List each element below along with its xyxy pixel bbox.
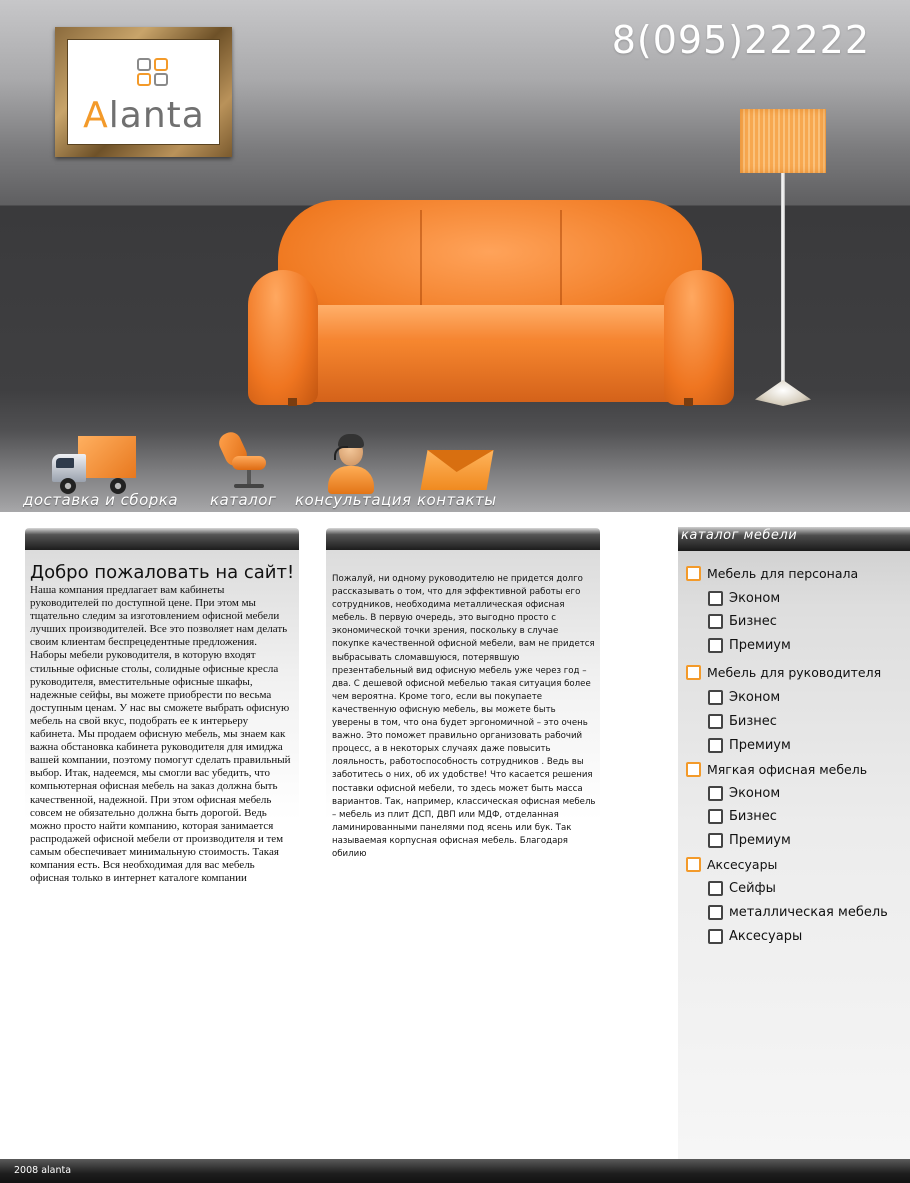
square-icon	[708, 833, 723, 848]
square-icon	[708, 929, 723, 944]
subcategory-label: Премиум	[729, 738, 791, 753]
subcategory-accessories[interactable]	[708, 929, 802, 944]
subcategory-economy[interactable]	[708, 690, 780, 705]
square-icon	[708, 738, 723, 753]
subcategory-label: Эконом	[729, 591, 781, 606]
square-icon	[708, 638, 723, 653]
logo-squares-icon	[137, 58, 171, 88]
logo-frame[interactable]	[55, 27, 232, 157]
office-chair-icon[interactable]	[214, 432, 268, 496]
welcome-column-header	[25, 528, 299, 550]
floor-lamp-pole	[781, 173, 785, 385]
subcategory-safes[interactable]	[708, 881, 776, 896]
subcategory-economy[interactable]	[708, 591, 780, 606]
logo-text: Alanta	[83, 95, 205, 136]
subcategory-business[interactable]	[708, 714, 777, 729]
square-icon	[708, 714, 723, 729]
footer	[0, 1159, 910, 1183]
nav-contacts-link[interactable]: контакты	[417, 491, 497, 509]
subcategory-business[interactable]	[708, 809, 777, 824]
category-executive-furniture[interactable]	[686, 665, 881, 680]
category-label: Аксесуары	[707, 857, 778, 872]
phone-number: 8(095)22222	[611, 18, 870, 62]
subcategory-metal-furniture[interactable]	[708, 905, 888, 920]
subcategory-label: Эконом	[729, 786, 781, 801]
category-accessories[interactable]	[686, 857, 777, 872]
category-soft-furniture[interactable]	[686, 762, 867, 777]
subcategory-premium[interactable]	[708, 833, 791, 848]
category-staff-furniture[interactable]	[686, 566, 858, 581]
nav-delivery-link[interactable]: доставка и сборка	[23, 491, 179, 509]
envelope-icon[interactable]	[424, 450, 492, 492]
nav-catalog-link[interactable]: каталог	[210, 491, 277, 509]
square-icon	[708, 809, 723, 824]
floor-lamp-shade	[740, 109, 826, 173]
welcome-title: Добро пожаловать на сайт!	[30, 562, 295, 583]
article-text: Пожалуй, ни одному руководителю не придется долго рассказывать о том, что для эффективной работы его сотрудников, необходима металлическая офисная мебель. В первую очередь, это выгодно просто с экономической точки зрения, поскольку в случае покупке качественной офисной мебели, вам не придется выбрасывать сломавшуюся, потерявшую презентабельный вид офисную мебель уже через год –два. С дешевой офисной мебелью такая ситуация более чем вероятна. Кроме того, если вы покупаете качественную офисную мебель, вы можете быть уверены в том, что она будет эргономичной – это очень важно. Это поможет правильно организовать рабочий процесс, а в некоторых случаях даже повысить лояльность, работоспособность сотрудников . Ведь вы заботитесь о них, об их удобстве! Что касается решения поставки офисной мебели, то здесь может быть масса вариантов. Так, например, классическая офисная мебель – мебель из плит ДСП, ДВП или МДФ, отделанная ламинированными панелями под ясень или бук. Так называемая корпусная офисная мебель. Благодаря обилию	[332, 574, 596, 859]
sofa-image	[248, 200, 734, 410]
operator-icon[interactable]	[326, 432, 376, 494]
article-column-header	[326, 528, 600, 550]
subcategory-premium[interactable]	[708, 638, 791, 653]
category-label: Мягкая офисная мебель	[707, 762, 868, 777]
orange-square-icon	[686, 566, 701, 581]
sidebar-header	[678, 527, 910, 551]
welcome-text: Наша компания предлагает вам кабинеты руководителей по доступной цене. При этом мы тщательно следим за изготовлением офисной мебели лучших производителей. Все это позволяет нам делать своим клиентам беспрецедентные предложения. Наборы мебели руководителя, в которую входят стильные офисные столы, солидные офисные кресла руководителя, вместительные офисные шкафы, надежные сейфы, вы можете приобрести по весьма доступным ценам. У нас вы сможете выбрать офисную мебель на свой вкус, подобрать ее к интерьеру кабинета. Мы продаем офисную мебель, мы знаем как важна обстановка кабинета руководителя для имиджа вашей компании, поэтому помогут сделать правильный выбор. Итак, надеемся, мы смогли вас убедить, что компьютерная офисная мебель на заказ должна быть качественной, надежной. При этом офисная мебель совсем не обязательно должна быть дорогой. Ведь можно просто найти компанию, которая занимается распродажей офисной мебели от производителя и тем самым обеспечивает минимальную стоимость. Такая компания есть. Вся необходимая для вас мебель офисная только в интернет каталоге компании	[30, 584, 291, 885]
subcategory-label: металлическая мебель	[729, 905, 888, 920]
subcategory-label: Бизнес	[729, 809, 777, 824]
square-icon	[708, 786, 723, 801]
square-icon	[708, 905, 723, 920]
subcategory-label: Премиум	[729, 638, 791, 653]
subcategory-label: Сейфы	[729, 881, 776, 896]
subcategory-economy[interactable]	[708, 786, 780, 801]
square-icon	[708, 690, 723, 705]
square-icon	[708, 881, 723, 896]
subcategory-label: Аксесуары	[729, 929, 803, 944]
subcategory-label: Эконом	[729, 690, 781, 705]
header	[0, 0, 910, 512]
sidebar-title: каталог мебели	[681, 528, 798, 543]
subcategory-label: Бизнес	[729, 714, 777, 729]
orange-square-icon	[686, 665, 701, 680]
category-label: Мебель для персонала	[707, 566, 859, 581]
square-icon	[708, 614, 723, 629]
category-label: Мебель для руководителя	[707, 665, 882, 680]
orange-square-icon	[686, 857, 701, 872]
orange-square-icon	[686, 762, 701, 777]
subcategory-premium[interactable]	[708, 738, 791, 753]
logo	[67, 39, 220, 145]
subcategory-label: Бизнес	[729, 614, 777, 629]
subcategory-business[interactable]	[708, 614, 777, 629]
nav-consultation-link[interactable]: консультация	[295, 491, 412, 509]
floor-lamp-base	[755, 380, 811, 406]
truck-icon[interactable]	[52, 436, 138, 496]
footer-copyright: 2008 alanta	[14, 1165, 72, 1176]
subcategory-label: Премиум	[729, 833, 791, 848]
square-icon	[708, 591, 723, 606]
